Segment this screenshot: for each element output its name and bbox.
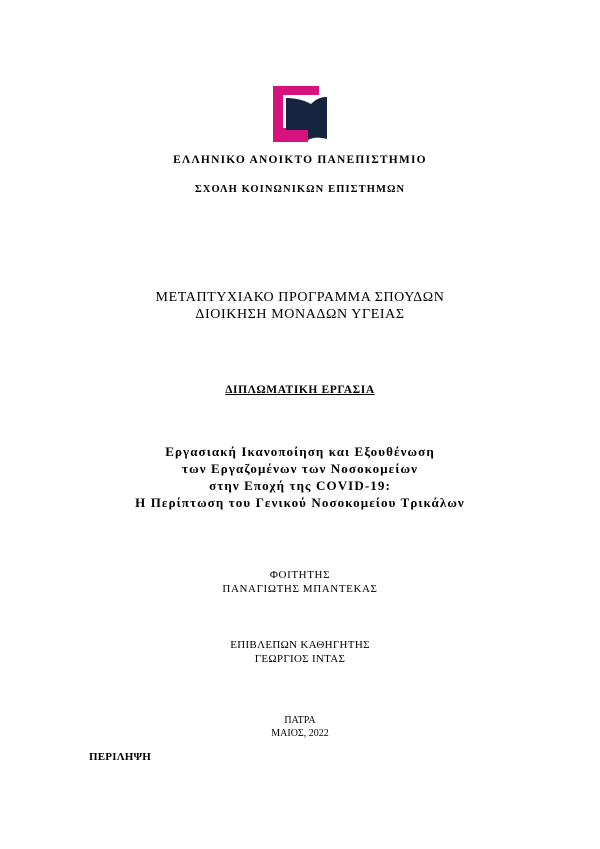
thesis-title-line: στην Εποχή της COVID-19: — [209, 478, 391, 493]
student-name: ΠΑΝΑΓΙΩΤΗΣ ΜΠΑΝΤΕΚΑΣ — [222, 583, 378, 595]
supervisor-block — [0, 638, 600, 666]
program-title — [0, 289, 600, 323]
supervisor-label: ΕΠΙΒΛΕΠΩΝ ΚΑΘΗΓΗΤΗΣ — [230, 639, 370, 651]
thesis-title-line: Εργασιακή Ικανοποίηση και Εξουθένωση — [165, 444, 435, 459]
summary-heading: ΠΕΡΙΛΗΨΗ — [89, 751, 152, 763]
city: ΠΑΤΡΑ — [284, 715, 316, 726]
program-line: ΔΙΟΙΚΗΣΗ ΜΟΝΑΔΩΝ ΥΓΕΙΑΣ — [195, 307, 405, 322]
thesis-title-line: Η Περίπτωση του Γενικού Νοσοκομείου Τρικάλων — [135, 495, 465, 510]
school-name: ΣΧΟΛΗ ΚΟΙΝΩΝΙΚΩΝ ΕΠΙΣΤΗΜΩΝ — [194, 184, 406, 195]
thesis-label-text: ΔΙΠΛΩΜΑΤΙΚΗ ΕΡΓΑΣΙΑ — [225, 384, 375, 396]
thesis-title-line: των Εργαζομένων των Νοσοκομείων — [182, 461, 418, 476]
student-block — [0, 568, 600, 596]
date: ΜΑΙΟΣ, 2022 — [271, 728, 329, 739]
student-label: ΦΟΙΤΗΤΗΣ — [269, 569, 331, 581]
supervisor-name: ΓΕΩΡΓΙΟΣ ΙΝΤΑΣ — [254, 653, 346, 665]
place-date-block — [0, 714, 600, 740]
university-name: ΕΛΛΗΝΙΚΟ ΑΝΟΙΚΤΟ ΠΑΝΕΠΙΣΤΗΜΙΟ — [173, 154, 427, 166]
thesis-label — [0, 384, 600, 396]
thesis-title — [0, 443, 600, 511]
program-line: ΜΕΤΑΠΤΥΧΙΑΚΟ ΠΡΟΓΡΑΜΜΑ ΣΠΟΥΔΩΝ — [155, 290, 445, 305]
university-logo-icon — [273, 86, 327, 142]
